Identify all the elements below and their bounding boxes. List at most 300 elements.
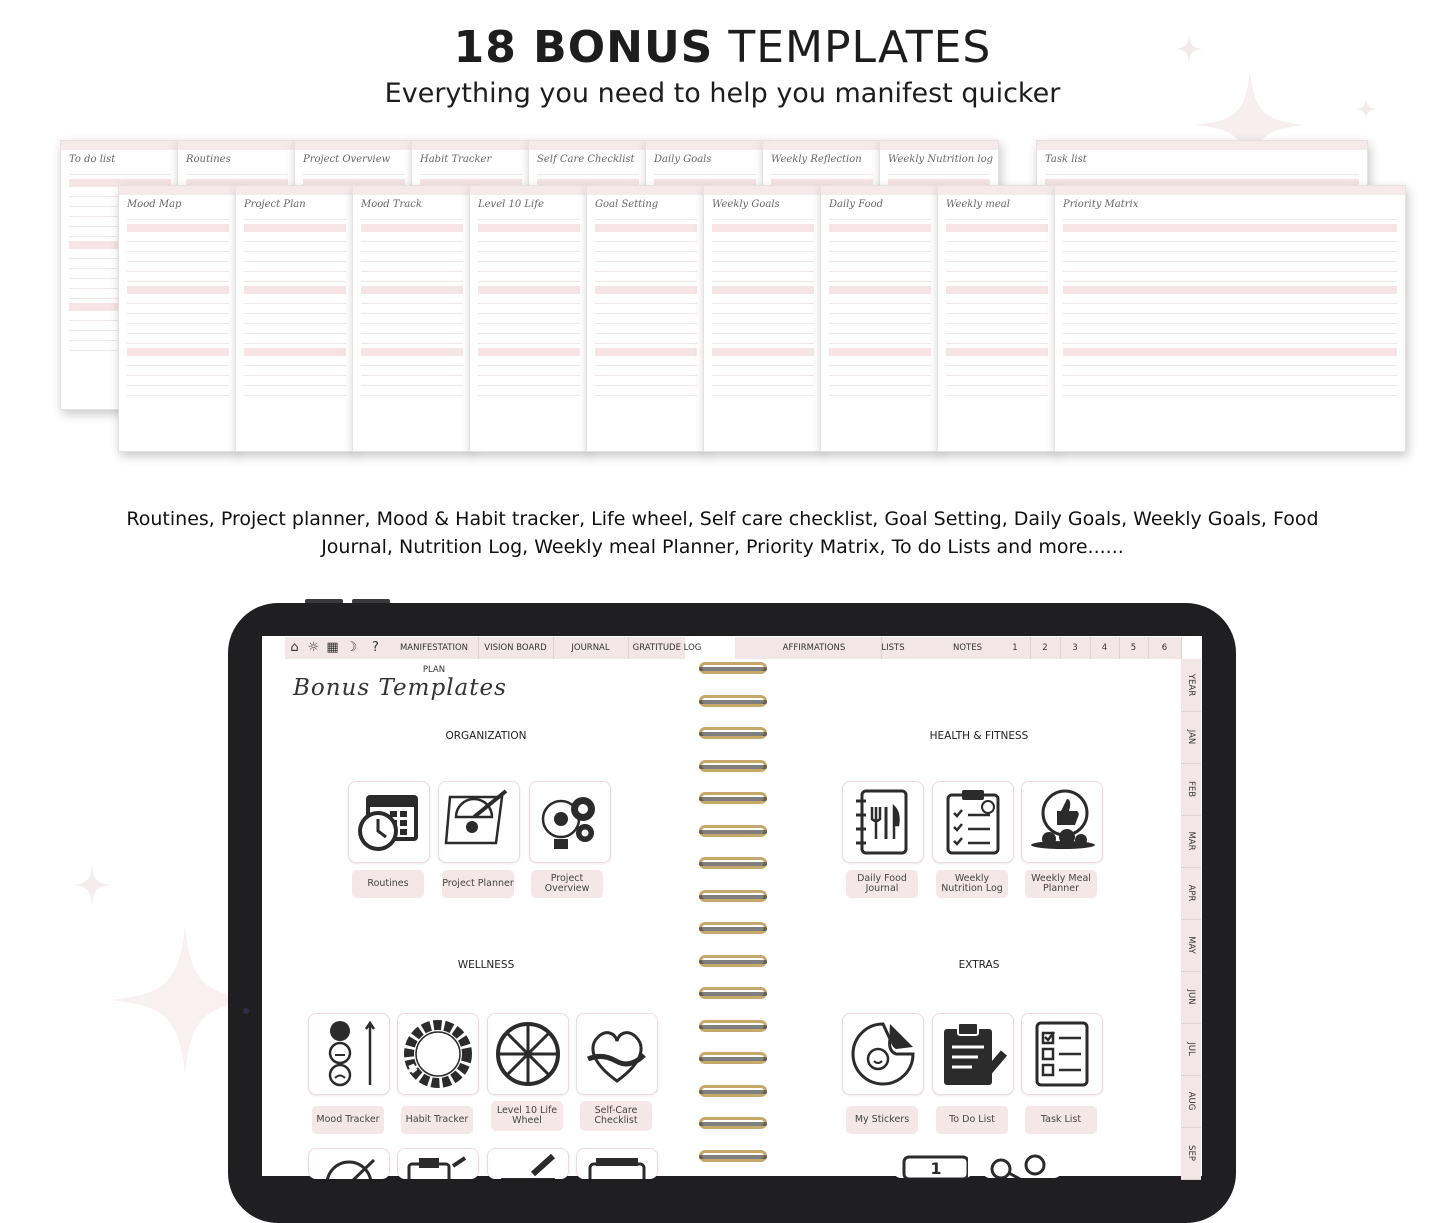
preview-line xyxy=(1063,343,1397,344)
preview-topbar xyxy=(61,141,179,150)
side-tab-mar[interactable] xyxy=(1181,815,1201,868)
lightbulb-gears-icon xyxy=(535,787,605,857)
life-wheel-tile[interactable] xyxy=(487,1013,569,1095)
preview-line xyxy=(478,375,580,376)
preview-topbar xyxy=(353,186,471,195)
preview-line xyxy=(829,333,931,334)
task-list-icon xyxy=(1027,1019,1097,1089)
preview-line xyxy=(478,271,580,272)
preview-line xyxy=(244,219,346,220)
preview-line xyxy=(712,281,814,282)
side-tab-label: JUL xyxy=(1186,1042,1196,1056)
tab-lists[interactable]: LISTS xyxy=(881,643,905,653)
preview-line xyxy=(361,343,463,344)
preview-line xyxy=(478,365,580,366)
preview-topbar xyxy=(1037,141,1367,150)
tab-5[interactable]: 5 xyxy=(1119,637,1149,659)
preview-line xyxy=(946,385,1048,386)
camera-dot xyxy=(243,1008,249,1014)
preview-line xyxy=(712,375,814,376)
preview-line xyxy=(712,286,814,294)
preview-line xyxy=(361,219,463,220)
tab-6[interactable]: 6 xyxy=(1148,637,1182,659)
spiral-ring xyxy=(699,1020,767,1032)
preview-title: Self Care Checklist xyxy=(537,154,635,165)
preview-line xyxy=(829,271,931,272)
preview-line xyxy=(361,241,463,242)
project-overview-tile[interactable] xyxy=(529,781,611,863)
preview-line xyxy=(127,286,229,294)
side-tab-apr[interactable] xyxy=(1181,867,1201,920)
preview-line xyxy=(595,219,697,220)
preview-line xyxy=(127,219,229,220)
preview-line xyxy=(1063,323,1397,324)
preview-line xyxy=(829,348,931,356)
habit-ring-icon xyxy=(403,1019,473,1089)
preview-line xyxy=(127,303,229,304)
preview-line xyxy=(829,281,931,282)
preview-line xyxy=(478,241,580,242)
preview-line xyxy=(712,395,814,396)
preview-line xyxy=(244,333,346,334)
project-planner-label[interactable]: Project Planner xyxy=(442,870,514,898)
preview-topbar xyxy=(938,186,1056,195)
preview-line xyxy=(595,333,697,334)
preview-line xyxy=(946,251,1048,252)
spiral-binding xyxy=(693,662,773,1174)
food-journal-icon xyxy=(848,787,918,857)
side-tab-label: SEP xyxy=(1186,1145,1196,1161)
preview-title: Habit Tracker xyxy=(420,154,492,165)
preview-line xyxy=(244,286,346,294)
routines-label[interactable]: Routines xyxy=(352,870,424,898)
preview-line xyxy=(1063,219,1397,220)
preview-line xyxy=(244,375,346,376)
section-extras: EXTRAS xyxy=(958,959,1000,971)
preview-line xyxy=(829,343,931,344)
preview-topbar xyxy=(704,186,822,195)
self-care-checklist-label[interactable]: Self-Care Checklist xyxy=(580,1101,652,1131)
home-icon[interactable]: ⌂ xyxy=(290,640,299,655)
preview-line xyxy=(127,241,229,242)
side-tab-label: MAR xyxy=(1186,831,1196,851)
preview-title: Weekly Goals xyxy=(712,199,780,210)
spiral-ring xyxy=(699,1117,767,1129)
template-preview-page xyxy=(118,185,238,452)
tab-gratitude-log[interactable]: GRATITUDE LOG xyxy=(632,643,702,653)
preview-line xyxy=(946,261,1048,262)
preview-topbar xyxy=(587,186,705,195)
task-list-label[interactable]: Task List xyxy=(1025,1106,1097,1134)
preview-line xyxy=(1063,365,1397,366)
side-tab-label: JAN xyxy=(1186,729,1196,745)
month-side-tabs xyxy=(1181,659,1201,1179)
preview-line xyxy=(127,313,229,314)
preview-topbar xyxy=(1055,186,1405,195)
template-preview-page xyxy=(1054,185,1406,452)
habit-tracker-tile[interactable] xyxy=(397,1013,479,1095)
preview-line xyxy=(1063,224,1397,232)
preview-line xyxy=(1063,333,1397,334)
spiral-ring xyxy=(699,922,767,934)
preview-line xyxy=(127,395,229,396)
preview-line xyxy=(712,333,814,334)
preview-line xyxy=(829,323,931,324)
side-tab-label: YEAR xyxy=(1186,673,1196,697)
preview-line xyxy=(712,251,814,252)
sticker-icon xyxy=(848,1019,918,1089)
side-tab-aug[interactable] xyxy=(1181,1075,1201,1128)
preview-line xyxy=(829,395,931,396)
preview-line xyxy=(946,286,1048,294)
to-do-list-tile[interactable] xyxy=(932,1013,1014,1095)
preview-line xyxy=(244,241,346,242)
preview-line xyxy=(1063,385,1397,386)
preview-topbar xyxy=(821,186,939,195)
preview-line xyxy=(654,174,756,175)
page-heading xyxy=(0,22,1445,73)
preview-line xyxy=(595,385,697,386)
preview-line xyxy=(127,323,229,324)
planner-navbar-right xyxy=(735,637,1181,659)
preview-line xyxy=(303,174,405,175)
tab-notes[interactable]: NOTES xyxy=(905,637,1031,659)
moon-icon[interactable]: ☽ xyxy=(345,640,358,655)
spiral-ring xyxy=(699,955,767,967)
spiral-ring xyxy=(699,857,767,869)
section-health-fitness: HEALTH & FITNESS xyxy=(929,730,1029,742)
preview-line xyxy=(946,219,1048,220)
spiral-ring xyxy=(699,1085,767,1097)
side-tab-year[interactable] xyxy=(1181,659,1201,712)
preview-line xyxy=(595,375,697,376)
side-tab-label: FEB xyxy=(1186,780,1196,798)
help-icon[interactable]: ? xyxy=(372,640,379,655)
preview-title: Weekly Reflection xyxy=(771,154,862,165)
template-preview-page xyxy=(235,185,355,452)
preview-topbar xyxy=(119,186,237,195)
preview-line xyxy=(712,303,814,304)
page-subheading: Everything you need to help you manifest quicker xyxy=(384,78,1061,109)
preview-line xyxy=(946,375,1048,376)
side-tab-label: JUN xyxy=(1186,989,1196,1005)
preview-line xyxy=(244,395,346,396)
mood-tracker-tile[interactable] xyxy=(308,1013,390,1095)
preview-title: Project Plan xyxy=(244,199,306,210)
preview-line xyxy=(829,375,931,376)
preview-line xyxy=(127,385,229,386)
preview-title: Daily Food xyxy=(829,199,884,210)
preview-line xyxy=(244,365,346,366)
preview-line xyxy=(478,261,580,262)
preview-line xyxy=(127,271,229,272)
template-tile-partial[interactable] xyxy=(308,1148,390,1179)
preview-line xyxy=(478,348,580,356)
preview-line xyxy=(478,281,580,282)
preview-line xyxy=(595,313,697,314)
preview-topbar xyxy=(646,141,764,150)
preview-line xyxy=(946,365,1048,366)
preview-line xyxy=(829,241,931,242)
preview-line xyxy=(127,343,229,344)
preview-line xyxy=(127,261,229,262)
preview-title: Level 10 Life xyxy=(478,199,544,210)
preview-line xyxy=(361,261,463,262)
preview-line xyxy=(829,251,931,252)
preview-line xyxy=(1063,395,1397,396)
preview-title: Mood Map xyxy=(127,199,182,210)
preview-line xyxy=(595,224,697,232)
preview-line xyxy=(244,261,346,262)
preview-line xyxy=(829,286,931,294)
spiral-ring xyxy=(699,662,767,674)
preview-line xyxy=(1063,286,1397,294)
preview-line xyxy=(244,303,346,304)
tab-manifestation-plan[interactable]: MANIFESTATION PLAN xyxy=(390,637,479,659)
template-tile-partial[interactable] xyxy=(576,1148,658,1179)
preview-line xyxy=(595,271,697,272)
weekly-meal-planner-label[interactable]: Weekly Meal Planner xyxy=(1025,870,1097,898)
preview-line xyxy=(946,395,1048,396)
spiral-ring xyxy=(699,1052,767,1064)
side-tab-jan[interactable] xyxy=(1181,711,1201,764)
preview-line xyxy=(244,251,346,252)
preview-line xyxy=(478,323,580,324)
side-tab-label: AUG xyxy=(1186,1091,1196,1111)
tab-affirmations[interactable]: AFFIRMATIONS xyxy=(747,637,882,659)
tab-1[interactable]: 1 xyxy=(1000,637,1031,659)
weekly-meal-planner-tile[interactable] xyxy=(1021,781,1103,863)
mortar-icon xyxy=(493,1154,563,1179)
preview-line xyxy=(829,219,931,220)
preview-topbar xyxy=(412,141,530,150)
spiral-ring xyxy=(699,987,767,999)
preview-line xyxy=(946,241,1048,242)
preview-line xyxy=(1063,251,1397,252)
preview-line xyxy=(127,365,229,366)
preview-line xyxy=(361,375,463,376)
preview-line xyxy=(478,286,580,294)
template-preview-page xyxy=(937,185,1057,452)
preview-line xyxy=(361,385,463,386)
clipboard-check-icon xyxy=(938,1019,1008,1089)
preview-line xyxy=(946,303,1048,304)
calendar-clock-icon xyxy=(354,787,424,857)
preview-line xyxy=(478,224,580,232)
preview-line xyxy=(244,224,346,232)
preview-line xyxy=(1063,261,1397,262)
heading-rest: TEMPLATES xyxy=(728,22,992,73)
template-preview-collage xyxy=(40,130,1420,475)
template-preview-page xyxy=(352,185,472,452)
template-preview-page xyxy=(820,185,940,452)
preview-line xyxy=(946,224,1048,232)
preview-line xyxy=(1063,281,1397,282)
preview-line xyxy=(478,333,580,334)
side-tab-jul[interactable] xyxy=(1181,1023,1201,1076)
preview-line xyxy=(361,281,463,282)
preview-line xyxy=(712,313,814,314)
preview-line xyxy=(127,375,229,376)
template-preview-page xyxy=(703,185,823,452)
preview-line xyxy=(595,323,697,324)
preview-topbar xyxy=(529,141,647,150)
preview-line xyxy=(361,395,463,396)
preview-line xyxy=(361,333,463,334)
preview-line xyxy=(946,323,1048,324)
preview-line xyxy=(712,343,814,344)
preview-line xyxy=(1063,271,1397,272)
daily-food-journal-label[interactable]: Daily Food Journal xyxy=(846,870,918,898)
preview-topbar xyxy=(236,186,354,195)
heart-hug-icon xyxy=(582,1019,652,1089)
preview-line xyxy=(127,251,229,252)
routines-tile[interactable] xyxy=(348,781,430,863)
side-tab-may[interactable] xyxy=(1181,919,1201,972)
tab-3[interactable]: 3 xyxy=(1060,637,1091,659)
preview-line xyxy=(244,271,346,272)
side-tab-sep[interactable] xyxy=(1181,1127,1201,1180)
preview-line xyxy=(771,174,873,175)
number-badge-text: 1 xyxy=(930,1159,942,1178)
side-tab-label: MAY xyxy=(1186,936,1196,954)
preview-line xyxy=(595,286,697,294)
share-nodes-icon xyxy=(987,1153,1057,1178)
preview-title: Routines xyxy=(186,154,231,165)
preview-line xyxy=(946,348,1048,356)
preview-line xyxy=(1063,241,1397,242)
template-preview-page xyxy=(469,185,589,452)
tab-journal[interactable]: JOURNAL xyxy=(553,637,629,659)
preview-line xyxy=(595,348,697,356)
template-tile-partial[interactable] xyxy=(397,1148,479,1179)
preview-line xyxy=(829,303,931,304)
spiral-ring xyxy=(699,890,767,902)
daily-food-journal-tile[interactable] xyxy=(842,781,924,863)
preview-line xyxy=(244,348,346,356)
preview-line xyxy=(244,281,346,282)
preview-line xyxy=(829,365,931,366)
life-wheel-icon xyxy=(493,1019,563,1089)
spiral-ring xyxy=(699,727,767,739)
thumbs-up-meal-icon xyxy=(1027,787,1097,857)
my-stickers-tile[interactable] xyxy=(842,1013,924,1095)
preview-line xyxy=(361,348,463,356)
side-tab-jun[interactable] xyxy=(1181,971,1201,1024)
weekly-nutrition-log-tile[interactable] xyxy=(932,781,1014,863)
tab-4[interactable]: 4 xyxy=(1090,637,1120,659)
preview-line xyxy=(946,271,1048,272)
preview-line xyxy=(478,343,580,344)
side-tab-feb[interactable] xyxy=(1181,763,1201,816)
section-organization: ORGANIZATION xyxy=(445,730,527,742)
preview-line xyxy=(946,313,1048,314)
settings-icon[interactable]: ☼ xyxy=(307,640,320,655)
page-title: Bonus Templates xyxy=(293,675,507,701)
preview-topbar xyxy=(178,141,296,150)
preview-title: Priority Matrix xyxy=(1063,199,1139,210)
preview-title: Project Overview xyxy=(303,154,391,165)
clipboard-checklist-icon xyxy=(938,787,1008,857)
preview-line xyxy=(361,313,463,314)
preview-line xyxy=(595,241,697,242)
tab-2[interactable]: 2 xyxy=(1030,637,1061,659)
task-list-tile[interactable] xyxy=(1021,1013,1103,1095)
preview-line xyxy=(361,224,463,232)
preview-line xyxy=(127,224,229,232)
preview-line xyxy=(712,224,814,232)
preview-line xyxy=(712,271,814,272)
my-stickers-label[interactable]: My Stickers xyxy=(846,1106,918,1134)
project-overview-label[interactable]: Project Overview xyxy=(531,870,603,898)
preview-line xyxy=(712,385,814,386)
spiral-ring xyxy=(699,825,767,837)
preview-line xyxy=(361,271,463,272)
preview-line xyxy=(1063,375,1397,376)
preview-line xyxy=(244,323,346,324)
habit-tracker-label[interactable]: Habit Tracker xyxy=(401,1106,473,1134)
preview-line xyxy=(712,323,814,324)
preview-line xyxy=(537,174,639,175)
tab-vision-board[interactable]: VISION BOARD xyxy=(478,637,554,659)
sparkle-decoration-icon xyxy=(72,865,112,905)
preview-title: Goal Setting xyxy=(595,199,659,210)
preview-line xyxy=(712,261,814,262)
preview-line xyxy=(361,251,463,252)
preview-line xyxy=(595,343,697,344)
preview-line xyxy=(478,385,580,386)
preview-line xyxy=(361,323,463,324)
life-wheel-label[interactable]: Level 10 Life Wheel xyxy=(491,1101,563,1131)
target-icon xyxy=(314,1154,384,1179)
preview-line xyxy=(244,343,346,344)
templates-description: Routines, Project planner, Mood & Habit tracker, Life wheel, Self care checklist, Goal Setting, Daily Goals, Weekly Goals, Food Journal, Nutrition Log, Weekly meal Planner, Priority Matrix, To do Lists and more...... xyxy=(126,508,1319,558)
preview-line xyxy=(946,281,1048,282)
preview-line xyxy=(888,174,990,175)
preview-line xyxy=(478,395,580,396)
mood-tracker-label[interactable]: Mood Tracker xyxy=(312,1106,384,1134)
template-tile-partial[interactable] xyxy=(487,1148,569,1179)
preview-line xyxy=(244,385,346,386)
planner-navbar xyxy=(285,637,702,675)
preview-line xyxy=(361,286,463,294)
project-planner-tile[interactable] xyxy=(438,781,520,863)
photo-icon xyxy=(582,1154,652,1179)
preview-line xyxy=(712,241,814,242)
preview-line xyxy=(946,343,1048,344)
self-care-checklist-tile[interactable] xyxy=(576,1013,658,1095)
to-do-list-label[interactable]: To Do List xyxy=(936,1106,1008,1134)
spiral-ring xyxy=(699,760,767,772)
preview-line xyxy=(595,365,697,366)
side-tab-label: APR xyxy=(1186,884,1196,902)
section-wellness: WELLNESS xyxy=(457,959,515,971)
calendar-icon[interactable]: ▦ xyxy=(326,640,339,655)
preview-line xyxy=(829,313,931,314)
heading-bold: 18 BONUS xyxy=(453,22,714,73)
preview-line xyxy=(478,303,580,304)
preview-line xyxy=(595,281,697,282)
mood-faces-icon xyxy=(314,1019,384,1089)
preview-line xyxy=(127,333,229,334)
weekly-nutrition-log-label[interactable]: Weekly Nutrition Log xyxy=(936,870,1008,898)
clipboard-icon xyxy=(403,1154,473,1179)
spiral-ring xyxy=(699,792,767,804)
template-preview-page xyxy=(586,185,706,452)
preview-line xyxy=(244,313,346,314)
preview-title: Task list xyxy=(1045,154,1087,165)
preview-line xyxy=(829,224,931,232)
